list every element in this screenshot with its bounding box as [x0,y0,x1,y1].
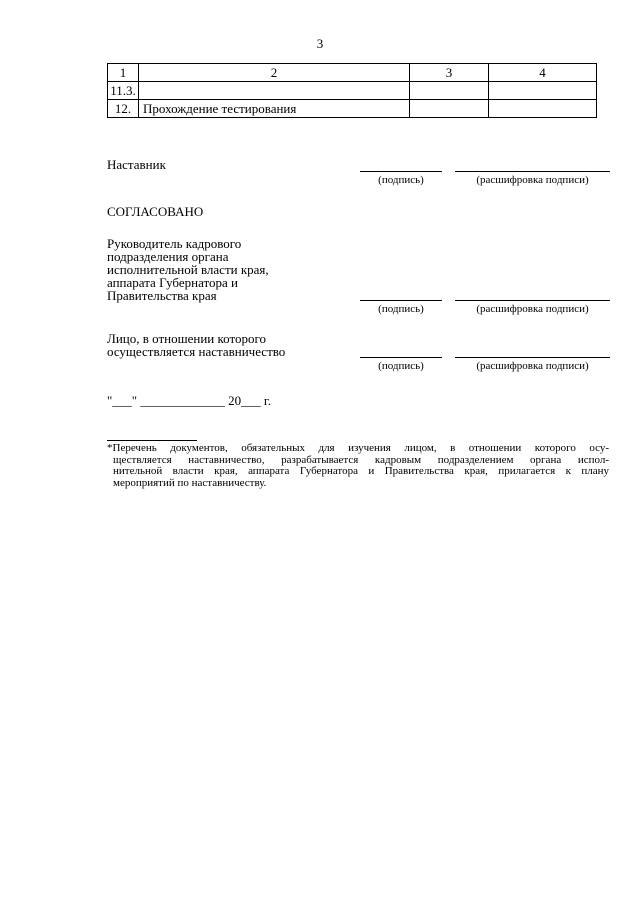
mentor-signature-line [360,171,442,172]
person-decode-line [455,357,610,358]
table-cell-text: Прохождение тестирования [139,100,410,118]
footnote-rule [107,440,197,441]
approved-label: СОГЛАСОВАНО [107,204,204,219]
table-cell [410,82,489,100]
head-label-line-2: подразделения органа [107,249,229,264]
person-label-line-2: осуществляется наставничество [107,344,286,359]
mentor-label: Наставник [107,157,166,172]
date-line: "___" _____________ 20___ г. [107,393,271,408]
table-header-cell: 1 [108,64,139,82]
head-decode-caption: (расшифровка подписи) [476,303,589,315]
head-label-line-1: Руководитель кадрового [107,236,242,251]
person-signature-line [360,357,442,358]
person-label-line-1: Лицо, в отношении которого [107,331,266,346]
table-row [108,82,597,100]
table-cell-number: 11.3. [108,82,139,100]
table-row [108,100,597,118]
table-cell [489,82,597,100]
head-signature-caption: (подпись) [378,303,424,315]
table-cell-text [139,82,410,100]
person-signature-caption: (подпись) [378,360,424,372]
table-cell-number: 12. [108,100,139,118]
head-label-line-5: Правительства края [107,288,217,303]
mentor-decode-line [455,171,610,172]
mentor-decode-caption: (расшифровка подписи) [476,174,589,186]
head-decode-line [455,300,610,301]
table-cell [410,100,489,118]
table-header-row [108,64,597,82]
mentor-signature-caption: (подпись) [378,174,424,186]
footnote-line: ществляется наставничество, разрабатывается кадровым подразделением органа испол- [113,453,609,466]
head-label-line-4: аппарата Губернатора и [107,275,239,290]
page-number: 3 [316,36,324,51]
table-header-cell: 3 [410,64,489,82]
footnote-line: *Перечень документов, обязательных для изучения лицом, в отношении которого осу- [107,442,609,454]
table-header-cell: 4 [489,64,597,82]
table-header-cell: 2 [139,64,410,82]
head-label-line-3: исполнительной власти края, [107,262,269,277]
person-decode-caption: (расшифровка подписи) [476,360,589,372]
head-signature-line [360,300,442,301]
footnote-line: мероприятий по наставничеству. [113,476,267,489]
table-cell [489,100,597,118]
footnote-line: нительной власти края, аппарата Губернатора и Правительства края, прилагается к плану [113,465,609,477]
footnote [107,443,609,489]
plan-table [107,63,597,118]
